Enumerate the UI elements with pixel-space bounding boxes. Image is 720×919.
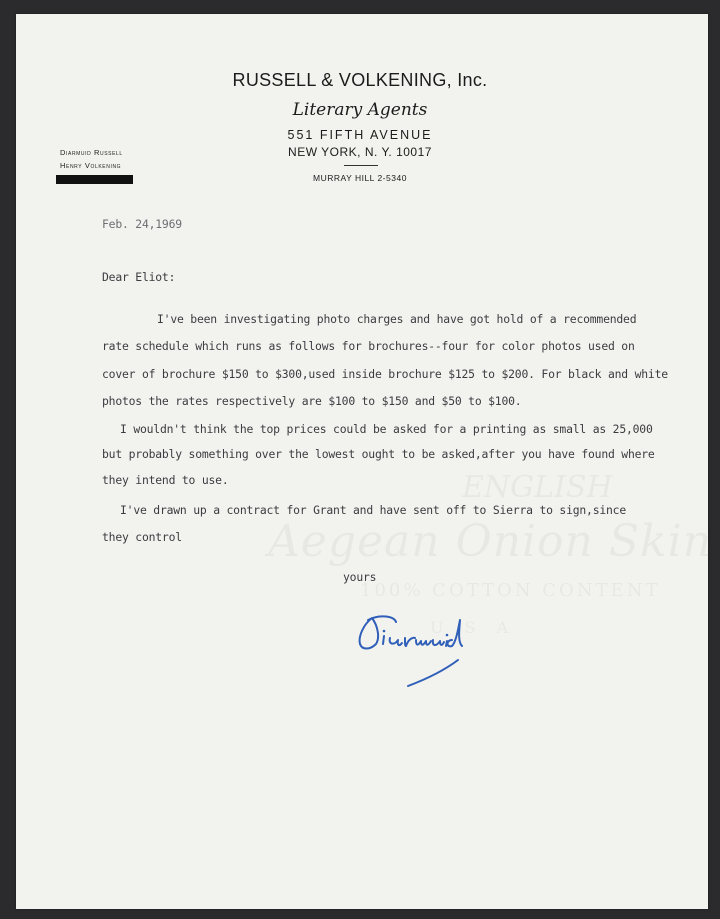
letter-body-line: I wouldn't think the top prices could be asked for a printing as small as 25,000: [120, 422, 653, 436]
partner-name: Diarmuid Russell: [60, 148, 123, 157]
handwritten-signature: [350, 600, 480, 692]
letterhead-firm-name: RUSSELL & VOLKENING, Inc.: [232, 70, 488, 90]
letter-body-line: rate schedule which runs as follows for brochures--four for color photos used on: [102, 339, 635, 353]
letter-closing: yours: [343, 570, 377, 584]
letter-body-line: they control: [102, 530, 182, 544]
letter-body-line: I've been investigating photo charges and have got hold of a recommended: [157, 312, 637, 326]
partner-redaction-bar: [56, 175, 133, 184]
letterhead-divider: [344, 165, 378, 166]
letter-body-line: I've drawn up a contract for Grant and have sent off to Sierra to sign,since: [120, 503, 626, 517]
letterhead-street: 551 FIFTH AVENUE: [287, 128, 433, 142]
letter-body-line: but probably something over the lowest ought to be asked,after you have found where: [102, 447, 655, 461]
letterhead-city: NEW YORK, N. Y. 10017: [288, 145, 432, 159]
letter-salutation: Dear Eliot:: [102, 270, 176, 284]
letterhead-phone: MURRAY HILL 2-5340: [313, 173, 407, 183]
letter-date: Feb. 24,1969: [102, 217, 182, 231]
letterhead-tagline: Literary Agents: [292, 100, 428, 120]
letter-body-line: they intend to use.: [102, 473, 229, 487]
letter-body-line: photos the rates respectively are $100 to $150 and $50 to $100.: [102, 394, 522, 408]
letter-body-line: cover of brochure $150 to $300,used inside brochure $125 to $200. For black and white: [102, 367, 668, 381]
partner-name: Henry Volkening: [60, 161, 122, 170]
